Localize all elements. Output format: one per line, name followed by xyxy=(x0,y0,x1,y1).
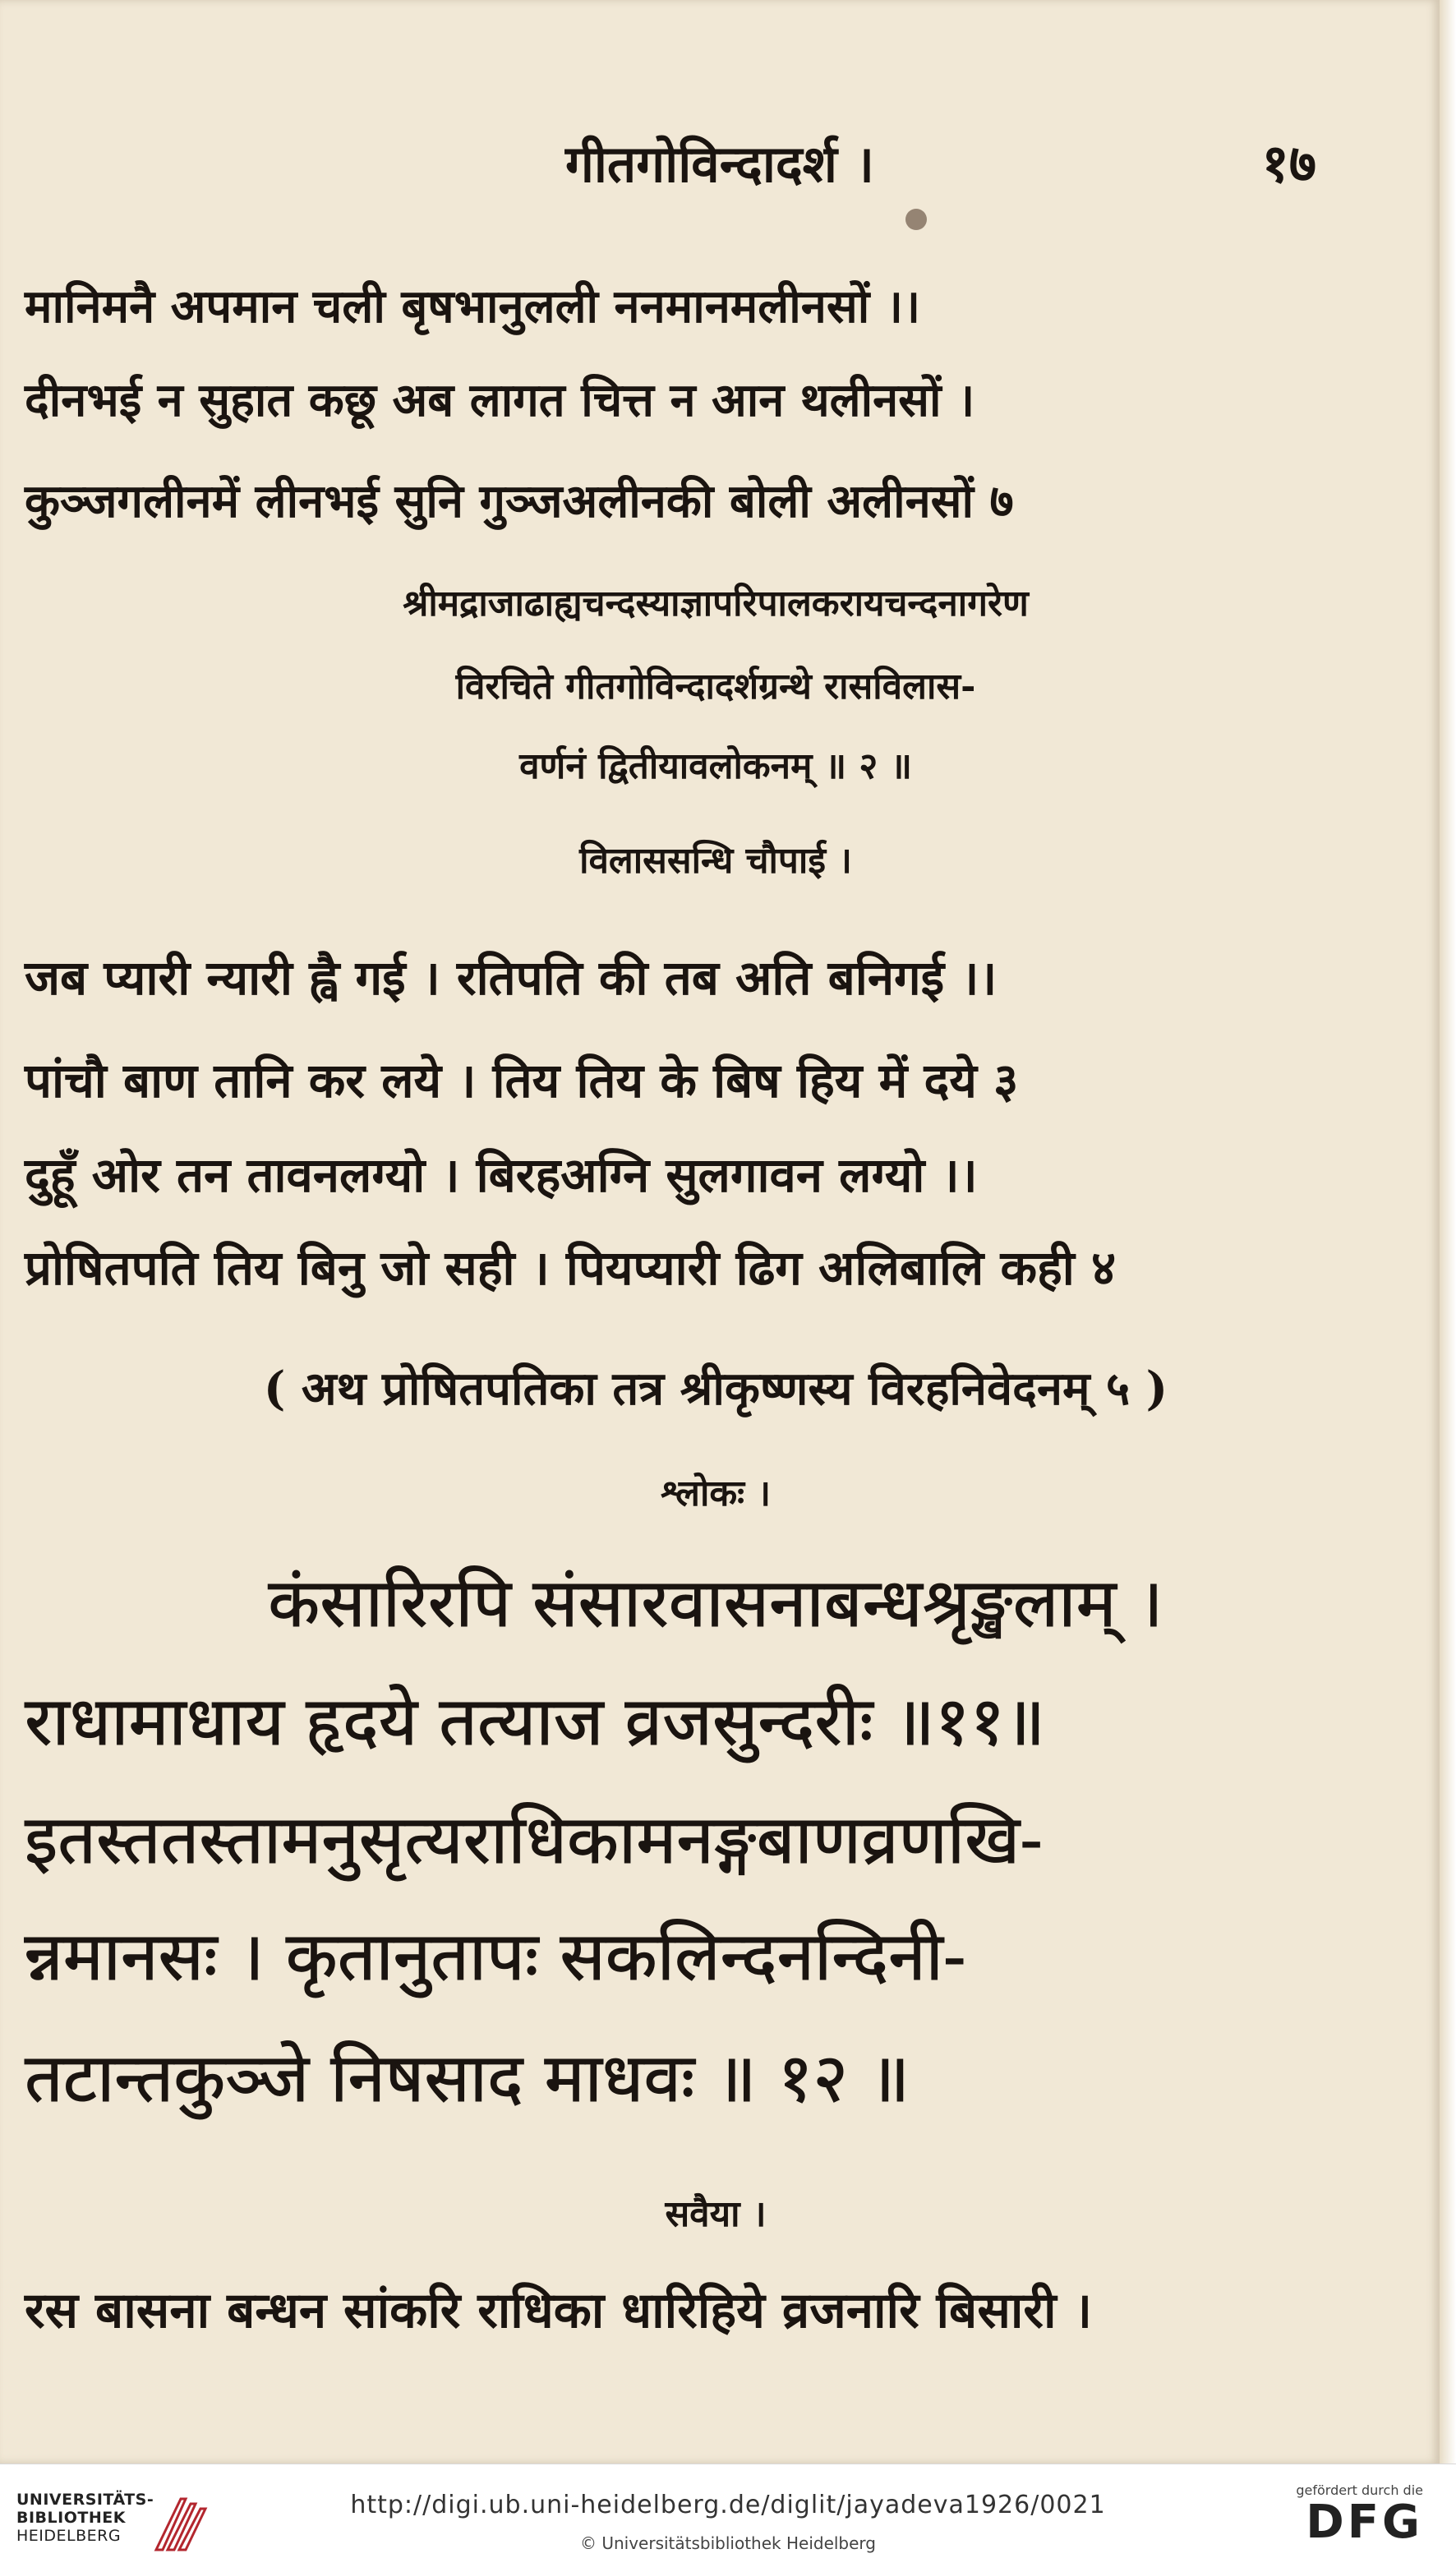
colophon-line-1: श्रीमद्राजाढाह्यचन्दस्याज्ञापरिपालकरायचन्दनागरेण xyxy=(403,583,1029,625)
savaiya-line: रस बासना बन्धन सांकरि राधिका धारिहिये व्रजनारि बिसारी । xyxy=(25,2282,1093,2339)
shloka-line-1: कंसारिरपि संसारवासनाबन्धश्रृङ्खलाम् । xyxy=(268,1565,1163,1643)
section-subheading: ( अथ प्रोषितपतिका तत्र श्रीकृष्णस्य विरहनिवेदनम् ५ ) xyxy=(263,1362,1168,1416)
sponsor-block[interactable] xyxy=(1283,2482,1423,2547)
document-url-link[interactable]: http://digi.ub.uni-heidelberg.de/diglit/jayadeva1926/0021 xyxy=(350,2491,1106,2519)
savaiya-heading: सवैया । xyxy=(665,2193,767,2235)
ink-blot xyxy=(905,209,927,230)
chaupai-line-1: जब प्यारी न्यारी ह्वै गई । रतिपति की तब अति बनिगई ।। xyxy=(25,950,998,1006)
library-name-line-1: UNIVERSITÄTS- xyxy=(16,2491,154,2509)
library-name-line-2: BIBLIOTHEK xyxy=(16,2509,126,2527)
chaupai-line-2: पांचौ बाण तानि कर लये । तिय तिय के बिष हिय में दये ३ xyxy=(25,1053,1019,1109)
sponsor-label: gefördert durch die xyxy=(1296,2482,1423,2498)
shloka-heading: श्लोकः । xyxy=(660,1473,772,1514)
colophon-line-2: विरचिते गीतगोविन्दादर्शग्रन्थे रासविलास- xyxy=(455,666,976,708)
page-number: १७ xyxy=(1261,133,1316,195)
shloka-line-3: इतस्ततस्तामनुसृत्यराधिकामनङ्गबाणव्रणखि- xyxy=(25,1801,1043,1879)
verse-line-2: दीनभई न सुहात कछू अब लागत चित्त न आन थलीनसों । xyxy=(25,373,975,427)
verse-line-3: कुञ्जगलीनमें लीनभई सुनि गुञ्जअलीनकी बोली अलीनसों ७ xyxy=(25,474,1014,528)
running-title: गीतगोविन्दादर्श । xyxy=(564,134,875,194)
copyright-notice: © Universitätsbibliothek Heidelberg xyxy=(579,2533,876,2553)
page-header xyxy=(0,123,1440,205)
footer-bar xyxy=(0,2464,1456,2572)
chaupai-line-4: प्रोषितपति तिय बिनु जो सही । पियप्यारी ढिग अलिबालि कही ४ xyxy=(25,1240,1117,1296)
chaupai-line-3: दुहूँ ओर तन तावनलग्यो । बिरहअग्नि सुलगावन लग्यो ।। xyxy=(25,1147,978,1203)
page-edge xyxy=(1440,0,1456,2464)
chaupai-heading: विलाससन्धि चौपाई । xyxy=(579,840,852,882)
library-name-line-3: HEIDELBERG xyxy=(16,2527,122,2545)
colophon-line-3: वर्णनं द्वितीयावलोकनम् ॥ २ ॥ xyxy=(519,745,912,787)
shloka-line-4: न्नमानसः । कृतानुतापः सकलिन्दनन्दिनी- xyxy=(25,1918,966,1996)
dfg-logo: DFG xyxy=(1306,2496,1423,2549)
shloka-line-2: राधामाधाय हृदये तत्याज व्रजसुन्दरीः ॥११॥ xyxy=(25,1683,1046,1761)
verse-line-1: मानिमनै अपमान चली बृषभानुलली ननमानमलीनसों ।। xyxy=(25,279,921,334)
shloka-line-5: तटान्तकुञ्जे निषसाद माधवः ॥ १२ ॥ xyxy=(25,2040,910,2118)
